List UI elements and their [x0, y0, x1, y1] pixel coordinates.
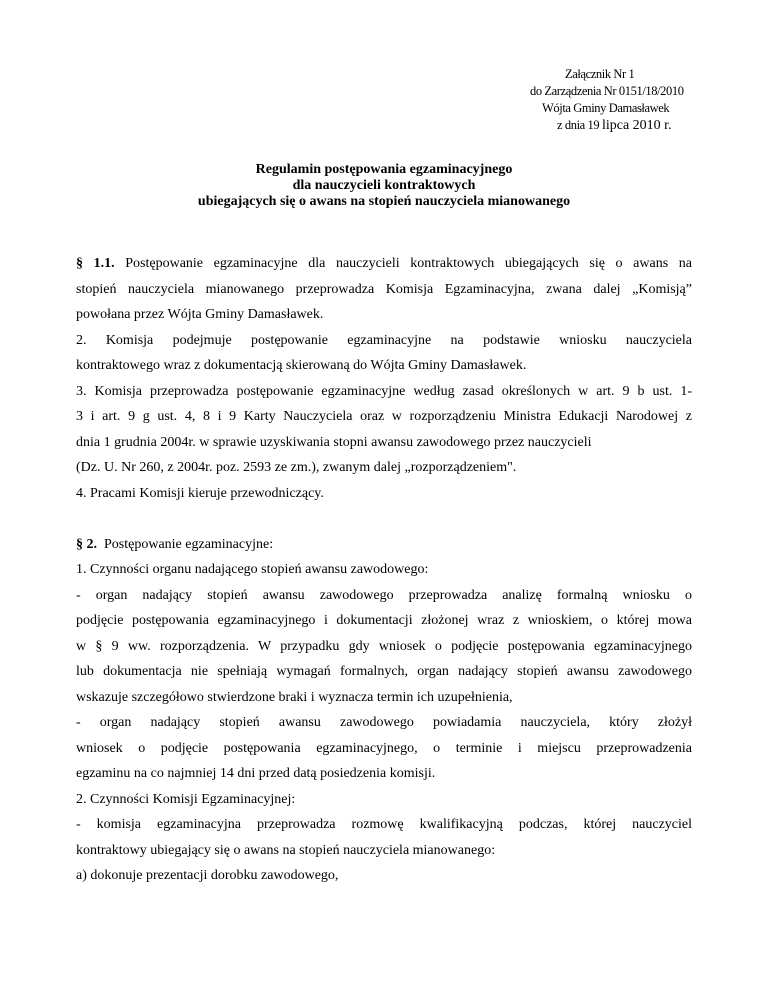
- paragraph-line: wniosek o podjęcie postępowania egzaminacyjnego, o terminie i miejscu przeprowadzenia: [76, 740, 692, 756]
- section-1-mark: § 1.1.: [76, 256, 115, 271]
- paragraph-line: wskazuje szczegółowo stwierdzone braki i wyznacza termin ich uzupełnienia,: [76, 689, 513, 705]
- document-body: [76, 251, 692, 889]
- paragraph-line: podjęcie postępowania egzaminacyjnego i dokumentacji złożonej wraz z wnioskiem, o której mowa: [76, 613, 692, 628]
- paragraph-line: a) dokonuje prezentacji dorobku zawodowego,: [76, 868, 339, 883]
- paragraph-line: 2. Czynności Komisji Egzaminacyjnej:: [76, 791, 296, 807]
- paragraph-line: 3. Komisja przeprowadza postępowanie egzaminacyjne według zasad określonych w art. 9 b ust. 1-: [76, 383, 692, 399]
- paragraph-line: egzaminu na co najmniej 14 dni przed datą posiedzenia komisji.: [76, 766, 436, 781]
- title-line: dla nauczycieli kontraktowych: [292, 178, 476, 193]
- paragraph-line: 3 i art. 9 g ust. 4, 8 i 9 Karty Nauczyciela oraz w rozporządzeniu Ministra Edukacji Narodowej z: [76, 409, 692, 424]
- paragraph-line: dnia 1 grudnia 2004r. w sprawie uzyskiwania stopni awansu zawodowego przez nauczycieli: [76, 434, 592, 450]
- attachment-line: do Zarządzenia Nr 0151/18/2010: [530, 84, 684, 98]
- paragraph-line: kontraktowego wraz z dokumentacją skierowaną do Wójta Gminy Damasławek.: [76, 358, 527, 373]
- attachment-line: Wójta Gminy Damasławek: [542, 101, 670, 115]
- paragraph-line: kontraktowy ubiegający się o awans na stopień nauczyciela mianowanego:: [76, 842, 496, 858]
- paragraph-line: - organ nadający stopień awansu zawodowego powiadamia nauczyciela, który złożył: [76, 715, 692, 730]
- attachment-line: Załącznik Nr 1: [565, 67, 635, 81]
- section-1-line: powołana przez Wójta Gminy Damasławek.: [76, 307, 324, 322]
- paragraph-line: - organ nadający stopień awansu zawodowego przeprowadza analizę formalną wniosku o: [76, 587, 692, 603]
- document-title: [0, 162, 768, 210]
- paragraph-gap: [76, 506, 692, 532]
- section-2-intro: Postępowanie egzaminacyjne:: [104, 536, 274, 552]
- paragraph-line: 1. Czynności organu nadającego stopień awansu zawodowego:: [76, 562, 429, 577]
- section-1-line: stopień nauczyciela mianowanego przeprowadza Komisja Egzaminacyjna, zwana dalej „Komisją”: [76, 281, 692, 297]
- section-1-text: Postępowanie egzaminacyjne dla nauczycieli kontraktowych ubiegających się o awans na: [125, 256, 693, 271]
- section-1-line: [76, 251, 692, 277]
- section-2-line: [76, 532, 692, 558]
- attachment-date-line: [530, 117, 710, 134]
- attachment-date-prefix: z dnia 19: [557, 118, 600, 132]
- title-line: ubiegających się o awans na stopień nauczyciela mianowanego: [197, 194, 571, 209]
- paragraph-line: w § 9 ww. rozporządzenia. W przypadku gdy wniosek o podjęcie postępowania egzaminacyjnego: [76, 638, 692, 654]
- paragraph-line: (Dz. U. Nr 260, z 2004r. poz. 2593 ze zm.), zwanym dalej „rozporządzeniem".: [76, 460, 517, 475]
- paragraph-line: 2. Komisja podejmuje postępowanie egzaminacyjne na podstawie wniosku nauczyciela: [76, 332, 692, 348]
- attachment-note: [530, 66, 710, 134]
- paragraph-line: 4. Pracami Komisji kieruje przewodniczący.: [76, 485, 324, 501]
- title-line: Regulamin postępowania egzaminacyjnego: [255, 162, 513, 177]
- paragraph-line: lub dokumentacja nie spełniają wymagań formalnych, organ nadający stopień awansu zawodowego: [76, 664, 692, 679]
- paragraph-line: - komisja egzaminacyjna przeprowadza rozmowę kwalifikacyjną podczas, której nauczyciel: [76, 817, 692, 832]
- attachment-date: lipca 2010 r.: [601, 118, 672, 133]
- section-2-mark: § 2.: [76, 536, 97, 552]
